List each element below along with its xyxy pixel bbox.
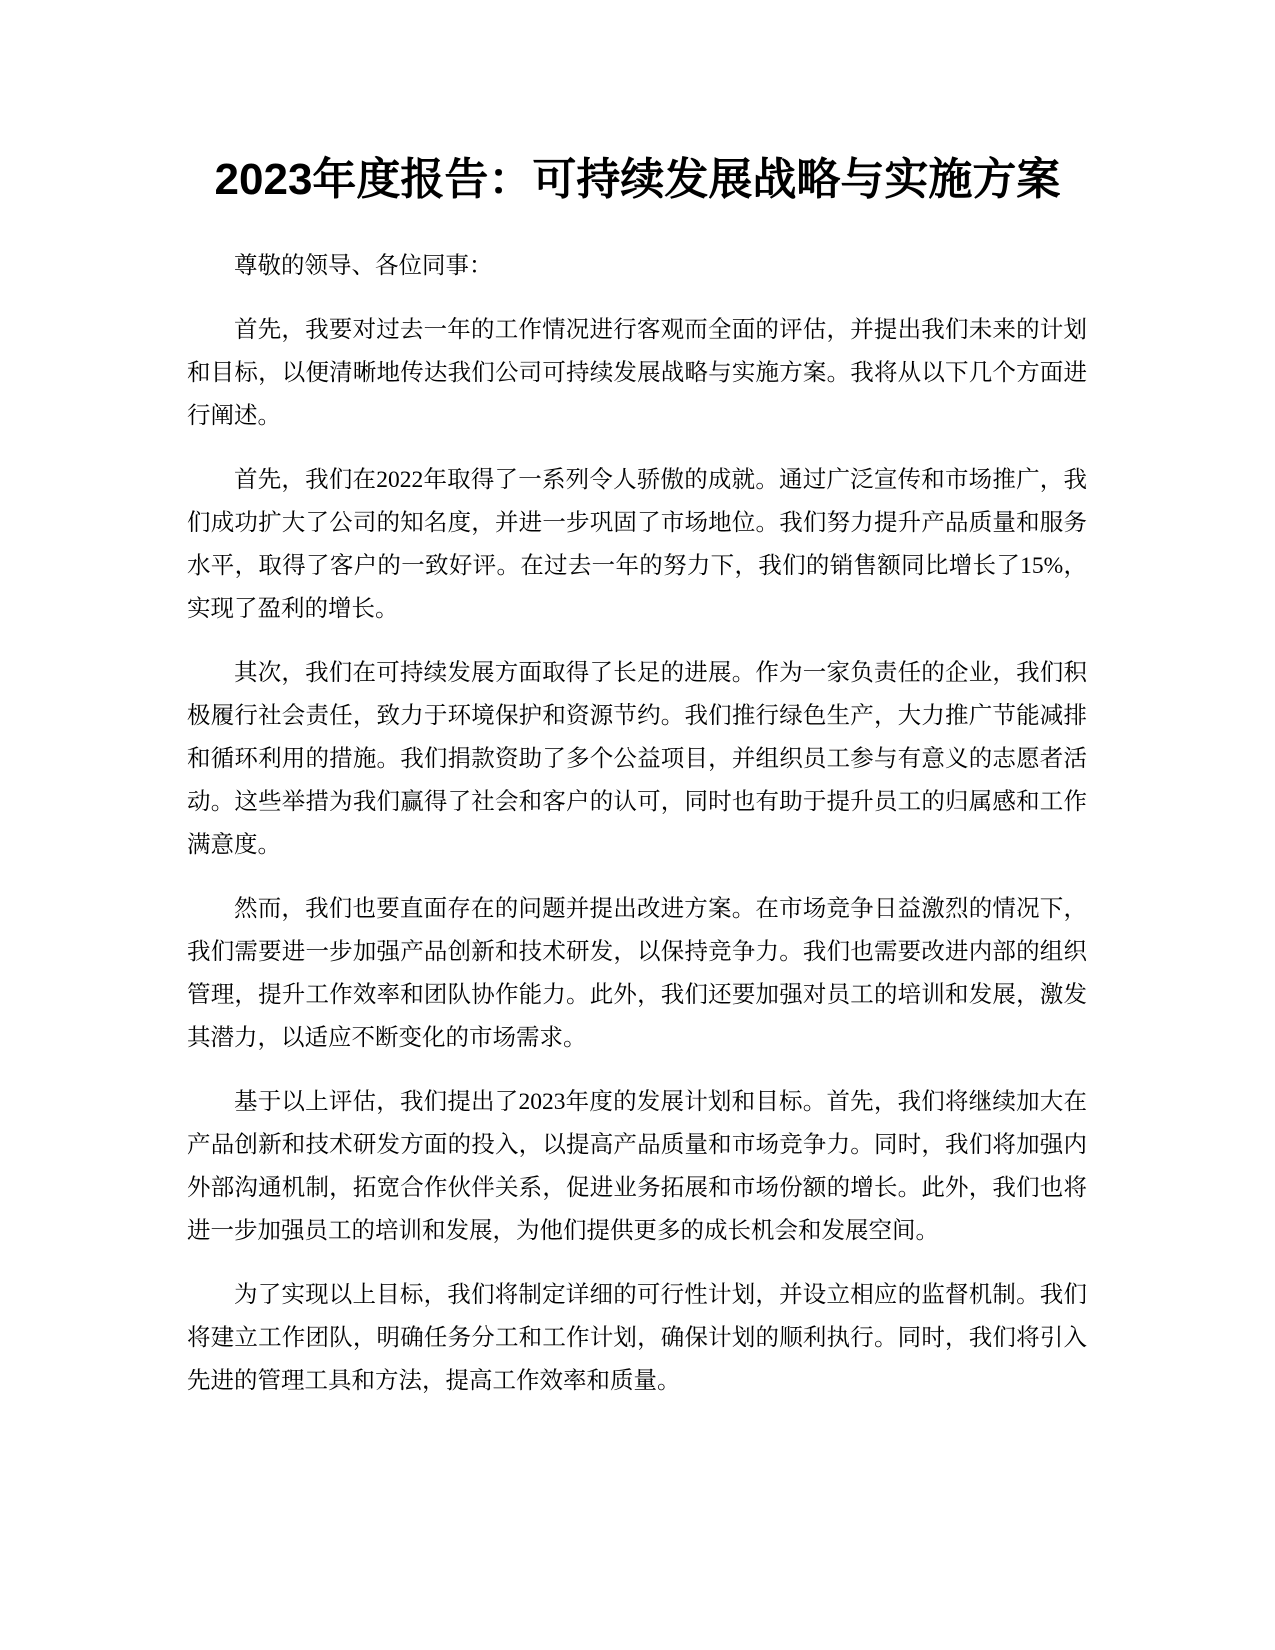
greeting-line: 尊敬的领导、各位同事： (234, 253, 493, 279)
paragraph-3: 其次，我们在可持续发展方面取得了长足的进展。作为一家负责任的企业，我们积极履行社会责任，致力于环境保护和资源节约。我们推行绿色生产，大力推广节能减排和循环利用的措施。我们捐款资助了多个公益项目，并组织员工参与有意义的志愿者活动。这些举措为我们赢得了社会和客户的认可，同时也有助于提升员工的归属感和工作满意度。 (187, 660, 1087, 858)
paragraph-6: 为了实现以上目标，我们将制定详细的可行性计划，并设立相应的监督机制。我们将建立工作团队，明确任务分工和工作计划，确保计划的顺利执行。同时，我们将引入先进的管理工具和方法，提高工作效率和质量。 (187, 1282, 1087, 1394)
document-body (187, 245, 1087, 1424)
paragraph-4: 然而，我们也要直面存在的问题并提出改进方案。在市场竞争日益激烈的情况下，我们需要进一步加强产品创新和技术研发，以保持竞争力。我们也需要改进内部的组织管理，提升工作效率和团队协作能力。此外，我们还要加强对员工的培训和发展，激发其潜力，以适应不断变化的市场需求。 (187, 896, 1087, 1051)
paragraph-1: 首先，我要对过去一年的工作情况进行客观而全面的评估，并提出我们未来的计划和目标，以便清晰地传达我们公司可持续发展战略与实施方案。我将从以下几个方面进行阐述。 (187, 317, 1087, 429)
document-title: 2023年度报告：可持续发展战略与实施方案 (214, 155, 1061, 204)
paragraph-2: 首先，我们在2022年取得了一系列令人骄傲的成就。通过广泛宣传和市场推广，我们成功扩大了公司的知名度，并进一步巩固了市场地位。我们努力提升产品质量和服务水平，取得了客户的一致好评。在过去一年的努力下，我们的销售额同比增长了15%，实现了盈利的增长。 (187, 467, 1087, 622)
paragraph-5: 基于以上评估，我们提出了2023年度的发展计划和目标。首先，我们将继续加大在产品创新和技术研发方面的投入，以提高产品质量和市场竞争力。同时，我们将加强内外部沟通机制，拓宽合作伙伴关系，促进业务拓展和市场份额的增长。此外，我们也将进一步加强员工的培训和发展，为他们提供更多的成长机会和发展空间。 (187, 1089, 1087, 1244)
